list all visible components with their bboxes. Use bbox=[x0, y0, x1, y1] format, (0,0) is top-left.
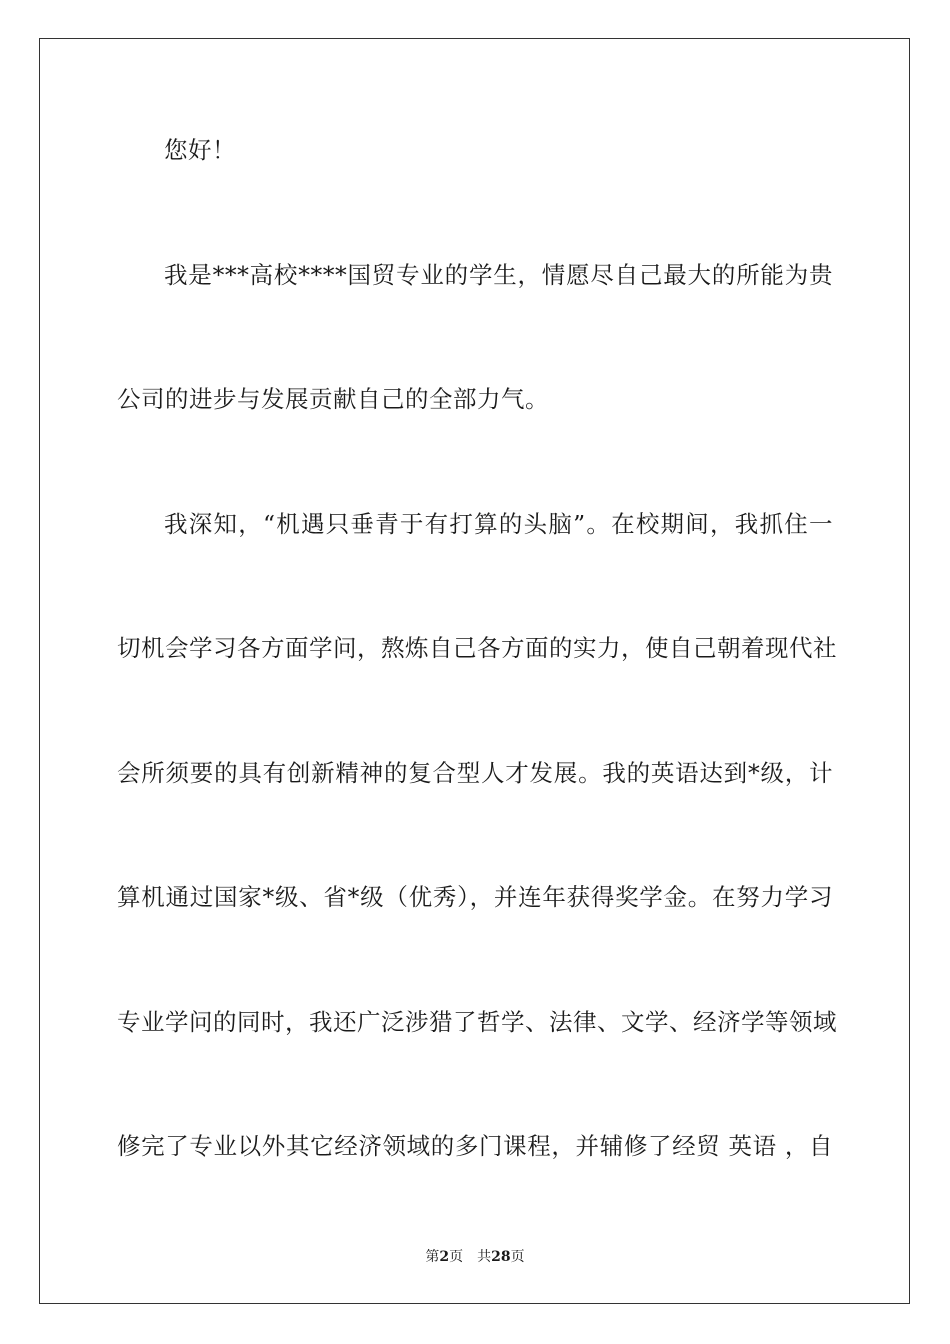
paragraph-1-line-2: 公司的进步与发展贡献自己的全部力气。 bbox=[117, 385, 549, 413]
paragraph-2-line-3: 会所须要的具有创新精神的复合型人才发展。我的英语达到*级，计 bbox=[117, 759, 833, 787]
paragraph-2-line-1: 我深知，“机遇只垂青于有打算的头脑”。在校期间，我抓住一 bbox=[164, 510, 833, 538]
page-suffix: 页 bbox=[449, 1249, 464, 1265]
paragraph-2-line-6: 修完了专业以外其它经济领域的多门课程，并辅修了经贸 英语 ，自 bbox=[117, 1132, 833, 1160]
current-page-number: 2 bbox=[439, 1249, 450, 1265]
paragraph-1-line-1: 我是***高校****国贸专业的学生，情愿尽自己最大的所能为贵 bbox=[164, 261, 833, 289]
paragraph-2-line-2: 切机会学习各方面学问，熬炼自己各方面的实力，使自己朝着现代社 bbox=[117, 634, 837, 662]
total-suffix: 页 bbox=[510, 1249, 525, 1265]
paragraph-2-line-4: 算机通过国家*级、省*级（优秀），并连年获得奖学金。在努力学习 bbox=[117, 883, 833, 911]
page-footer bbox=[0, 1248, 950, 1266]
total-page-number: 28 bbox=[491, 1249, 511, 1265]
page-prefix: 第 bbox=[425, 1249, 440, 1265]
page-border bbox=[39, 38, 910, 1304]
greeting-line: 您好！ bbox=[164, 136, 236, 164]
total-prefix: 共 bbox=[477, 1249, 492, 1265]
paragraph-2-line-5: 专业学问的同时，我还广泛涉猎了哲学、法律、文学、经济学等领域 bbox=[117, 1008, 837, 1036]
